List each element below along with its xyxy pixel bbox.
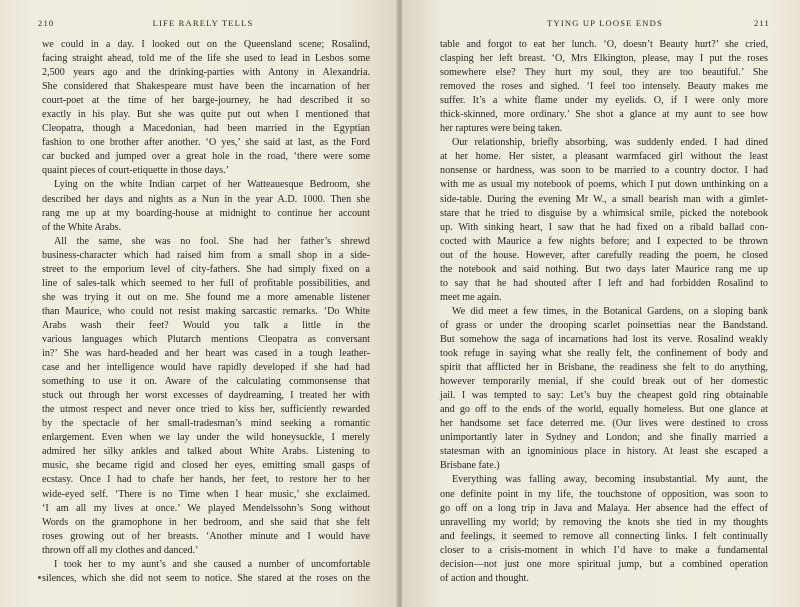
text-line: table and forgot to eat her lunch. ‘O, doesn’t Beauty hurt?’ she cried, bbox=[440, 39, 768, 50]
text-line: of grass or under the drooping scarlet poinsettias near the Bandstand. bbox=[440, 319, 768, 331]
text-line: unravelling my world; by removing the knots she tied in my thoughts bbox=[440, 516, 768, 528]
text-line: court-poet at the time of her barge-journey, he had described it so bbox=[42, 95, 370, 107]
text-line: Lying on the white Indian carpet of her Watteauesque Bedroom, she bbox=[54, 179, 370, 191]
text-line: the notebook and said nothing. But two days later Maurice rang me up bbox=[440, 263, 768, 275]
text-line: Everything was falling away, becoming insubstantial. My aunt, the bbox=[452, 474, 768, 486]
text-line: various languages which Plutarch mentions Cleopatra as conversant bbox=[42, 333, 370, 345]
text-line: roses growing out of her breasts. ‘Another minute and I would have bbox=[42, 530, 370, 542]
text-line: rang me up at my boarding-house at midnight to continue her account bbox=[42, 207, 370, 219]
text-line: statesman with an ignominious place in history. At least she escaped a bbox=[440, 446, 768, 458]
text-line: facing straight ahead, told me of the life she used to lead in Lesbos some bbox=[42, 53, 370, 65]
text-line: suffer. It’s a white flame under my eyelids. O, if I were only more bbox=[440, 95, 768, 107]
text-line: clasping her left breast. ‘O, Mrs Elkington, please, may I put the roses bbox=[440, 53, 768, 65]
text-line: we could in a day. I looked out on the Queensland scene; Rosalind, bbox=[42, 39, 370, 50]
right-page-body bbox=[440, 38, 768, 586]
text-line: exactly in his play. But she was quite put out when I mentioned that bbox=[42, 109, 370, 121]
text-line: she was trying it out on me. She found me a more amenable listener bbox=[42, 291, 370, 303]
running-head-title: LIFE RARELY TELLS bbox=[152, 18, 254, 28]
text-line: thick-skinned, more ordinary.’ She shot a glance at my aunt to see how bbox=[440, 109, 768, 121]
text-line: Our relationship, briefly absorbing, was suddenly ended. I had dined bbox=[452, 137, 768, 149]
text-line: spirit that afflicted her in Brisbane, the readiness she felt to do anything, bbox=[440, 362, 768, 374]
page-number: 211 bbox=[753, 18, 770, 28]
text-line: side-table. During the evening Mr W., a small bearish man with a gimlet- bbox=[440, 193, 768, 205]
right-page bbox=[402, 0, 800, 607]
text-line: meet me again. bbox=[440, 291, 502, 303]
text-line: go off on a long trip in Java and Malaya. Her absence had the effect of bbox=[440, 502, 768, 514]
text-line: Arabs wash their feet? Would you talk a little in the bbox=[42, 319, 370, 331]
page-number: 210 bbox=[38, 18, 55, 28]
text-line: We did meet a few times, in the Botanical Gardens, on a sloping bank bbox=[452, 305, 768, 317]
text-line: unimportantly later in Sydney and London; and she finally married a bbox=[440, 432, 768, 444]
text-line: fashion to one brother after another. ‘O yes,’ she said at last, as the Ford bbox=[42, 137, 370, 149]
text-line: Words on the gramophone in her bedroom, and she said that she felt bbox=[42, 516, 370, 528]
text-line: business-character which had raised him from a small shop in a side- bbox=[42, 249, 370, 261]
text-line: thrown off all my clothes and danced.’ bbox=[42, 544, 199, 556]
text-line: cocted with Maurice a few nights before; and I expected to be thrown bbox=[440, 235, 768, 247]
text-line: car bucked and jumped over a great hole in the road, ‘there were some bbox=[42, 151, 370, 163]
text-line: 2,500 years ago and the drinking-parties with Antony in Alexandria. bbox=[42, 67, 370, 79]
text-line: her raptures were being taken. bbox=[440, 123, 563, 135]
text-line: closer to a crisis-moment in which I’d have to make a fundamental bbox=[440, 544, 768, 556]
text-line: in?’ She was hard-headed and her heart was cased in a tough leather- bbox=[42, 348, 370, 360]
text-line: decision—not just one more spiritual jump, but a combined operation bbox=[440, 558, 768, 570]
text-line: however temporarily menial, if she could break out of her domestic bbox=[440, 376, 768, 388]
text-line: line of sales-talk which seemed to her full of profitable possibilities, and bbox=[42, 277, 370, 289]
page-mark bbox=[38, 576, 41, 579]
text-line: of action and thought. bbox=[440, 572, 529, 584]
text-line: described her days and nights as a Nun in the year A.D. 1000. Then she bbox=[42, 193, 370, 205]
text-line: silences, which she did not seem to notice. She stared at the roses on the bbox=[42, 572, 370, 584]
text-line: with me as usual my notebook of poems, which I put down unthinking on a bbox=[440, 179, 768, 191]
running-head-title: TYING UP LOOSE ENDS bbox=[547, 18, 663, 28]
text-line: music, she became rigid and closed her eyes, emitting small gasps of bbox=[42, 460, 370, 472]
text-line: enlargement. Even when we lay under the wild honeysuckle, I merely bbox=[42, 432, 370, 444]
text-line: up. With sinking heart, I saw that he had fixed on a ribald ballad con- bbox=[440, 221, 768, 233]
text-line: But somehow the saga of incarnations had lost its verve. Rosalind weakly bbox=[440, 333, 768, 345]
text-line: than Maurice, who could not resist making sarcastic remarks. ‘Do White bbox=[42, 305, 370, 317]
right-running-head bbox=[440, 18, 770, 32]
text-line: Cleopatra, though a Macedonian, had been married in the Egyptian bbox=[42, 123, 370, 135]
text-line: ecstasy. Once I had to chafe her hands, her feet, to restore her to her bbox=[42, 474, 370, 486]
text-line: wide-eyed self. ‘There is no Time when I hear music,’ she exclaimed. bbox=[42, 488, 370, 500]
text-line: stare that he tried to disguise by a whimsical smile, picked the notebook bbox=[440, 207, 768, 219]
left-page-body bbox=[42, 38, 370, 586]
text-line: at her home. Her sister, a pleasant warmfaced girl without the least bbox=[440, 151, 768, 163]
left-page bbox=[0, 0, 398, 607]
text-line: removed the roses and sighed. ‘I feel too intensely. Beauty makes me bbox=[440, 81, 768, 93]
text-line: one definite point in my life, the touchstone of opposition, was soon to bbox=[440, 488, 768, 500]
text-line: case and her intelligence would have rapidly developed if she had had bbox=[42, 362, 370, 374]
text-line: nonsense or hardness, was soon to be married to a country doctor. I had bbox=[440, 165, 768, 177]
text-line: something to use it on. Aware of the calculating commonsense that bbox=[42, 376, 370, 388]
left-running-head bbox=[38, 18, 368, 32]
text-line: and go off to the ends of the world, equally homeless. But one glance at bbox=[440, 404, 768, 416]
text-line: All the same, she was no fool. She had her father’s shrewd bbox=[54, 235, 370, 247]
text-line: stuck out through her worst excesses of daydreaming, I treated her with bbox=[42, 390, 370, 402]
text-line: the utmost respect and never once tried to kiss her, sufficiently rewarded bbox=[42, 404, 370, 416]
text-line: somewhere else? They hurt my soul, they are too beautiful.’ She bbox=[440, 67, 768, 79]
text-line: took refuge in saying what she really felt, the confinement of body and bbox=[440, 348, 768, 360]
text-line: She considered that Shakespeare must have been the incarnation of her bbox=[42, 81, 370, 93]
text-line: Brisbane fate.) bbox=[440, 460, 500, 472]
text-line: and feelings, it seemed to remove all connecting links. I felt continually bbox=[440, 530, 768, 542]
text-line: her handsome set face deterred me. (Our lives were destined to cross bbox=[440, 418, 768, 430]
text-line: admired her silky ankles and talked about White Arabs. Listening to bbox=[42, 446, 370, 458]
text-line: jail. I was tempted to say: Let’s buy the cheapest gold ring obtainable bbox=[440, 390, 768, 402]
text-line: quaint pieces of court-etiquette in those days.’ bbox=[42, 165, 229, 177]
text-line: I took her to my aunt’s and she caused a number of uncomfortable bbox=[54, 558, 370, 570]
text-line: by the spectacle of her small-tradesman’s mind seeking a romantic bbox=[42, 418, 370, 430]
text-line: ‘I am all my lives at once.’ We played Mendelssohn’s Song without bbox=[42, 502, 370, 514]
text-line: to say that he had shouted after I left and had forbidden Rosalind to bbox=[440, 277, 768, 289]
text-line: street to the emporium level of city-fathers. She had simply fixed on a bbox=[42, 263, 370, 275]
text-line: of the White Arabs. bbox=[42, 221, 122, 233]
text-line: out of the house. However, after carefully reading the poem, he closed bbox=[440, 249, 768, 261]
